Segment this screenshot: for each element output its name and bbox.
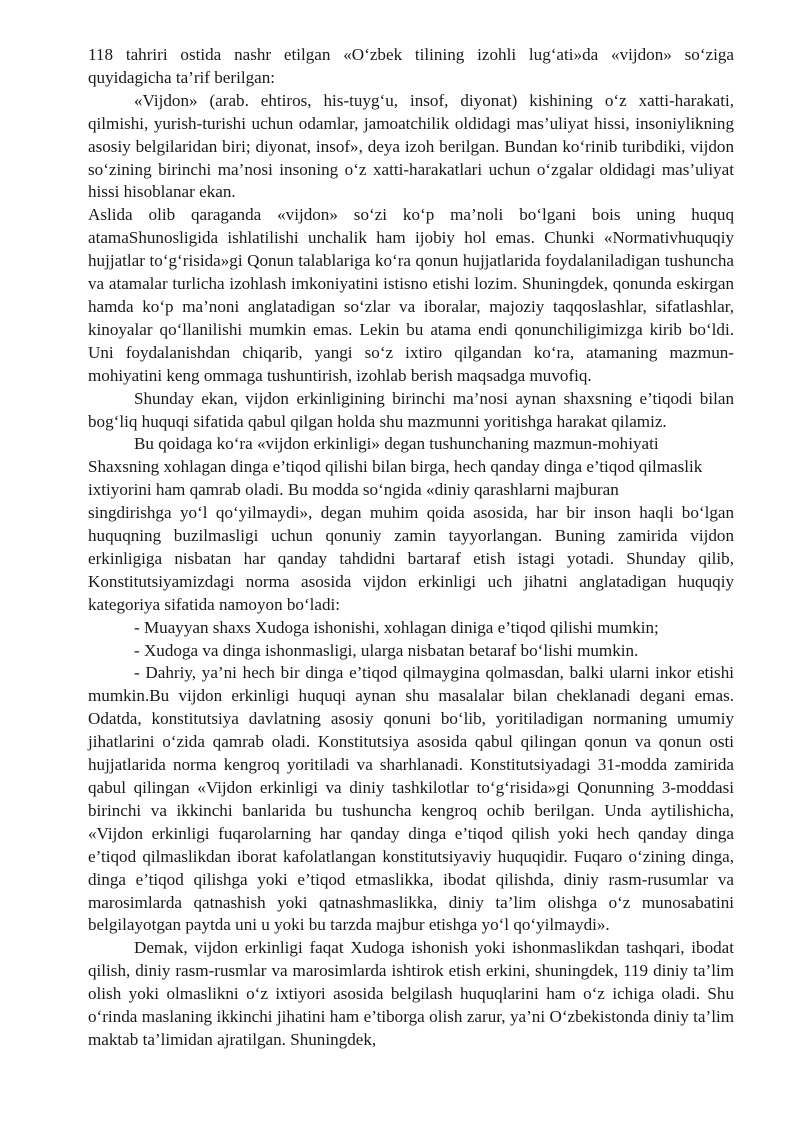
list-item: - Xudoga va dinga ishonmasligi, ularga nisbatan betaraf bo‘lishi mumkin. <box>134 640 639 660</box>
list-item: - Muayyan shaxs Xudoga ishonishi, xohlagan diniga e’tiqod qilishi mumkin; <box>134 617 659 637</box>
list-item: - Dahriy, ya’ni hech bir dinga e’tiqod qilmaygina qolmasdan, balki ularni inkor etishi mumkin.Bu vijdon erkinligi huquqi aynan shu masalalar bilan cheklanadi degani emas. Odatda, konstitutsiya davlatning asosiy qonuni bo‘lib, yoritiladigan normaning umumiy jihatlarini o‘zida qamrab oladi. Konstitutsiya asosida qabul qilingan qonun va qonun osti hujjatlarida norma kengroq yoritiladi va sharhlanadi. Konstitutsiyadagi 31-modda zamirida qabul qilingan «Vijdon erkinligi va diniy tashkilotlar to‘g‘risida»gi Qonunning 3-moddasi birinchi va ikkinchi banlarida bu tushuncha kengroq ochib berilgan. Unda aytilishicha, «Vijdon erkinligi fuqarolarning har qanday dinga e’tiqod qilish yoki hech qanday dinga e’tiqod qilmaslikdan iborat kafolatlangan konstitutsiyaviy huquqidir. Fuqaro o‘zining dinga, dinga e’tiqod qilishga yoki e’tiqod etmaslikka, ibodat qilishda, diniy rasm-rusumlar va marosimlarda qatnashish yoki qatnashmaslikka, diniy ta’lim olishga o‘z munosabatini belgilayotgan paytda uni u yoki bu tarzda majbur etishga yo‘l qo‘yilmaydi». <box>88 663 734 935</box>
paragraph: Bu qoidaga ko‘ra «vijdon erkinligi» degan tushunchaning mazmun-mohiyati Shaxsning xohlagan dinga e’tiqod qilishi bilan birga, hech qanday dinga e’tiqod qilmaslik ixtiyorini ham qamrab oladi. Bu modda so‘ngida «diniy qarashlarni majburan <box>88 434 703 500</box>
paragraph: 118 tahriri ostida nashr etilgan «O‘zbek tilining izohli lug‘ati»da «vijdon» so‘ziga quyidagicha ta’rif berilgan: <box>88 45 734 87</box>
paragraph: singdirishga yo‘l qo‘yilmaydi», degan muhim qoida asosida, har bir inson haqli bo‘lgan huquqning buzilmasligi uchun qonuniy zamin tayyorlangan. Buning zamirida vijdon erkinligiga nisbatan har qanday tahdidni bartaraf etish istagi yotadi. Shunday qilib, Konstitutsiyamizdagi norma asosida vijdon erkinligi uch jihatni anglatadigan huquqiy kategoriya sifatida namoyon bo‘ladi: <box>88 503 734 614</box>
paragraph: Aslida olib qaraganda «vijdon» so‘zi ko‘p ma’noli bo‘lgani bois uning huquq atamaShunosligida ishlatilishi unchalik ham ijobiy hol emas. Chunki «Normativhuquqiy hujjatlar to‘g‘risida»gi Qonun talablariga ko‘ra qonun hujjatlarida foydalaniladigan tushuncha va atamalar turlicha izohlash imkoniyatini istisno etishi lozim. Shuningdek, qonunda eskirgan hamda ko‘p ma’noni anglatadigan so‘zlar va iboralar, majoziy taqqoslashlar, sifatlashlar, kinoyalar qo‘llanilishi mumkin emas. Lekin bu atama endi qonunchiligimizga kirib bo‘ldi. Uni foydalanishdan chiqarib, yangi so‘z ixtiro qilgandan ko‘ra, atamaning mazmun-mohiyatini keng ommaga tushuntirish, izohlab berish maqsadga muvofiq. <box>88 205 734 385</box>
paragraph: Demak, vijdon erkinligi faqat Xudoga ishonish yoki ishonmaslikdan tashqari, ibodat qilish, diniy rasm-rusmlar va marosimlarda ishtirok etish erkini, shuningdek, 119 diniy ta’lim olish yoki olmaslikni o‘z ixtiyori asosida belgilash huquqlarini ham o‘z ichiga oladi. Shu o‘rinda maslaning ikkinchi jihatini ham e’tiborga olish zarur, ya’ni O‘zbekistonda diniy ta’lim maktab ta’limidan ajratilgan. Shuningdek, <box>88 938 734 1049</box>
paragraph: «Vijdon» (arab. ehtiros, his-tuyg‘u, insof, diyonat) kishining o‘z xatti-harakati, qilmishi, yurish-turishi uchun odamlar, jamoatchilik oldidagi mas’uliyat hissi, insoniylikning asosiy belgilaridan biri; diyonat, insof», deya izoh berilgan. Bundan ko‘rinib turibdiki, vijdon so‘zining birinchi ma’nosi insoning o‘z xatti-harakatlari uchun o‘zgalar oldidagi mas’uliyat hissi hisoblanar ekan. <box>88 90 734 202</box>
paragraph: Shunday ekan, vijdon erkinligining birinchi ma’nosi aynan shaxsning e’tiqodi bilan bog‘liq huquqi sifatida qabul qilgan holda shu mazmunni yoritishga harakat qilamiz. <box>88 388 734 431</box>
